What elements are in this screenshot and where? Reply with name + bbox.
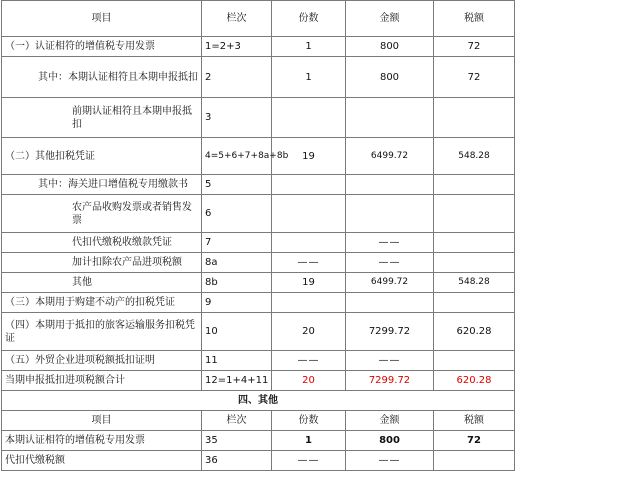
row-amount xyxy=(346,98,434,138)
header-row xyxy=(2,411,515,431)
table-row xyxy=(2,98,515,138)
col-header-tax: 税额 xyxy=(434,411,515,431)
row-amount: 6499.72 xyxy=(346,273,434,293)
row-item: （四）本期用于抵扣的旅客运输服务扣税凭证 xyxy=(2,313,202,351)
row-count: 1 xyxy=(272,37,346,57)
row-line: 8a xyxy=(202,253,272,273)
row-line: 12=1+4+11 xyxy=(202,371,272,391)
row-count: —— xyxy=(272,253,346,273)
col-header-line: 栏次 xyxy=(202,1,272,37)
table-row xyxy=(2,175,515,195)
row-item: （二）其他扣税凭证 xyxy=(2,138,202,175)
row-count xyxy=(272,195,346,233)
row-count: 20 xyxy=(272,371,346,391)
row-count: 1 xyxy=(272,57,346,98)
row-item: 当期申报抵扣进项税额合计 xyxy=(2,371,202,391)
header-row xyxy=(2,1,515,37)
row-tax xyxy=(434,175,515,195)
row-line: 5 xyxy=(202,175,272,195)
row-count: 19 xyxy=(272,273,346,293)
table-row xyxy=(2,138,515,175)
table-row xyxy=(2,253,515,273)
row-item: 代扣代缴税收缴款凭证 xyxy=(2,233,202,253)
row-count: 1 xyxy=(272,431,346,451)
row-tax xyxy=(434,195,515,233)
row-amount xyxy=(346,195,434,233)
row-line: 11 xyxy=(202,351,272,371)
row-tax: 620.28 xyxy=(434,313,515,351)
table-row xyxy=(2,451,515,471)
row-line: 6 xyxy=(202,195,272,233)
row-count xyxy=(272,233,346,253)
section-title-row xyxy=(2,391,515,411)
total-row xyxy=(2,371,515,391)
table-row xyxy=(2,431,515,451)
row-line: 2 xyxy=(202,57,272,98)
row-amount: 800 xyxy=(346,37,434,57)
row-item: 本期认证相符的增值税专用发票 xyxy=(2,431,202,451)
row-item: 加计扣除农产品进项税额 xyxy=(2,253,202,273)
row-item: （一）认证相符的增值税专用发票 xyxy=(2,37,202,57)
row-tax: 620.28 xyxy=(434,371,515,391)
row-item: （三）本期用于购建不动产的扣税凭证 xyxy=(2,293,202,313)
row-tax xyxy=(434,233,515,253)
table-row xyxy=(2,233,515,253)
row-item: 前期认证相符且本期申报抵扣 xyxy=(2,98,202,138)
row-tax: 72 xyxy=(434,57,515,98)
row-amount xyxy=(346,175,434,195)
row-count xyxy=(272,175,346,195)
row-count xyxy=(272,293,346,313)
row-tax xyxy=(434,351,515,371)
table-body xyxy=(2,1,515,471)
table-row xyxy=(2,57,515,98)
row-tax: 548.28 xyxy=(434,138,515,175)
table-row xyxy=(2,313,515,351)
table-row xyxy=(2,351,515,371)
row-amount: —— xyxy=(346,351,434,371)
row-item: 其他 xyxy=(2,273,202,293)
row-item: 代扣代缴税额 xyxy=(2,451,202,471)
row-tax xyxy=(434,98,515,138)
row-count: 19 xyxy=(272,138,346,175)
section-title: 四、其他 xyxy=(2,391,515,411)
row-item: 其中：海关进口增值税专用缴款书 xyxy=(2,175,202,195)
row-amount xyxy=(346,293,434,313)
table-row xyxy=(2,293,515,313)
row-line: 3 xyxy=(202,98,272,138)
row-amount: 6499.72 xyxy=(346,138,434,175)
row-tax: 72 xyxy=(434,431,515,451)
row-tax: 72 xyxy=(434,37,515,57)
row-item: 其中：本期认证相符且本期申报抵扣 xyxy=(2,57,202,98)
col-header-count: 份数 xyxy=(272,411,346,431)
row-tax xyxy=(434,451,515,471)
row-line: 1=2+3 xyxy=(202,37,272,57)
row-line: 36 xyxy=(202,451,272,471)
row-item: 农产品收购发票或者销售发票 xyxy=(2,195,202,233)
col-header-item: 项目 xyxy=(2,411,202,431)
row-line: 4=5+6+7+8a+8b xyxy=(202,138,272,175)
row-item: （五）外贸企业进项税额抵扣证明 xyxy=(2,351,202,371)
row-count xyxy=(272,98,346,138)
col-header-line: 栏次 xyxy=(202,411,272,431)
row-tax xyxy=(434,253,515,273)
table-row xyxy=(2,195,515,233)
row-line: 10 xyxy=(202,313,272,351)
row-amount: 800 xyxy=(346,431,434,451)
row-line: 8b xyxy=(202,273,272,293)
col-header-amount: 金额 xyxy=(346,1,434,37)
table-row xyxy=(2,273,515,293)
row-amount: 800 xyxy=(346,57,434,98)
row-count: —— xyxy=(272,351,346,371)
row-line: 35 xyxy=(202,431,272,451)
table-row xyxy=(2,37,515,57)
row-amount: —— xyxy=(346,451,434,471)
row-line: 7 xyxy=(202,233,272,253)
col-header-item: 项目 xyxy=(2,1,202,37)
row-amount: —— xyxy=(346,233,434,253)
deduction-table xyxy=(1,0,515,471)
row-line: 9 xyxy=(202,293,272,313)
row-count: 20 xyxy=(272,313,346,351)
row-amount: 7299.72 xyxy=(346,313,434,351)
row-tax: 548.28 xyxy=(434,273,515,293)
row-count: —— xyxy=(272,451,346,471)
col-header-tax: 税额 xyxy=(434,1,515,37)
col-header-amount: 金额 xyxy=(346,411,434,431)
row-amount: 7299.72 xyxy=(346,371,434,391)
row-tax xyxy=(434,293,515,313)
col-header-count: 份数 xyxy=(272,1,346,37)
row-amount: —— xyxy=(346,253,434,273)
